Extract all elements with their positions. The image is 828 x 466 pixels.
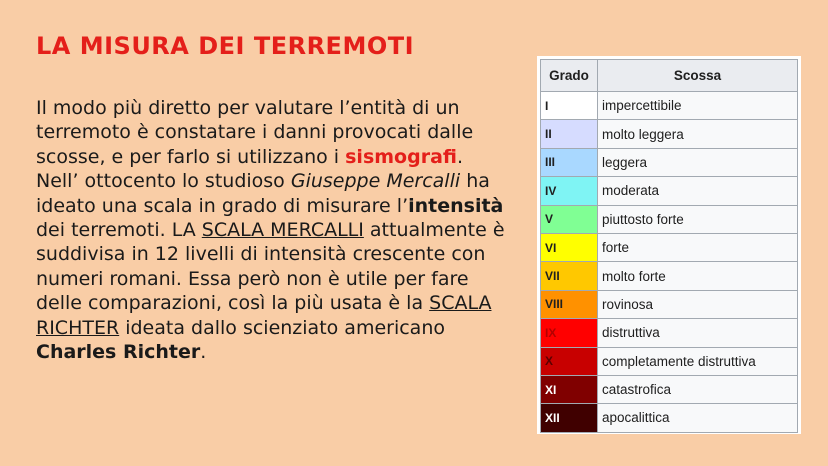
text-part-4: dei terremoti. LA [36,219,202,242]
table-row [541,319,798,347]
grade-cell: VI [541,233,598,261]
description-cell: impercettibile [598,92,798,120]
description-cell: moderata [598,177,798,205]
description-cell: piuttosto forte [598,205,798,233]
table-row [541,262,798,290]
table-row [541,347,798,375]
table-body [541,92,798,433]
description-cell: completamente distruttiva [598,347,798,375]
table-row [541,404,798,432]
table-row [541,375,798,403]
header-scossa: Scossa [598,60,798,92]
description-cell: distruttiva [598,319,798,347]
description-cell: rovinosa [598,290,798,318]
scala-mercalli-link[interactable]: SCALA MERCALLI [201,219,364,242]
description-cell: forte [598,233,798,261]
grade-cell: V [541,205,598,233]
text-part-7: . [200,341,207,364]
scala-richter-link[interactable]: SCALA RICHTER [36,292,492,339]
header-grado: Grado [541,60,598,92]
grade-cell: VII [541,262,598,290]
table-header-row [541,60,798,92]
grade-cell: XII [541,404,598,432]
mercalli-scale-table-image [537,56,801,434]
table-row [541,177,798,205]
table-row [541,120,798,148]
text-part-5: attualmente è suddivisa in 12 livelli di intensità crescente con numeri romani. Essa però non è utile per fare delle comparazioni, così la più usata è la [36,219,505,315]
table-row [541,205,798,233]
grade-cell: X [541,347,598,375]
intensita-bold: intensità [408,194,504,217]
description-cell: apocalittica [598,404,798,432]
text-part-1: Il modo più diretto per valutare l’entità di un terremoto è constatare i danni provocati dalle scosse, e per farlo si utilizzano i [36,97,474,168]
text-part-3: ha ideato una scala in grado di misurare l’ [36,170,490,217]
mercalli-scale-table [540,59,798,433]
description-cell: leggera [598,148,798,176]
sismografi-highlight: sismografi [345,145,457,168]
text-part-6: ideata dallo scienziato americano [119,316,445,339]
slide-title: LA MISURA DEI TERREMOTI [36,32,415,60]
grade-cell: XI [541,375,598,403]
table-row [541,148,798,176]
grade-cell: III [541,148,598,176]
richter-name: Charles Richter [36,341,201,364]
table-row [541,290,798,318]
text-part-2: . Nell’ ottocento lo studioso [36,145,464,193]
mercalli-name: Giuseppe Mercalli [290,170,461,193]
description-cell: molto forte [598,262,798,290]
grade-cell: IX [541,319,598,347]
description-cell: catastrofica [598,375,798,403]
grade-cell: II [541,120,598,148]
description-cell: molto leggera [598,120,798,148]
body-paragraph [36,96,506,364]
table-row [541,233,798,261]
table-row [541,92,798,120]
grade-cell: VIII [541,290,598,318]
grade-cell: I [541,92,598,120]
grade-cell: IV [541,177,598,205]
